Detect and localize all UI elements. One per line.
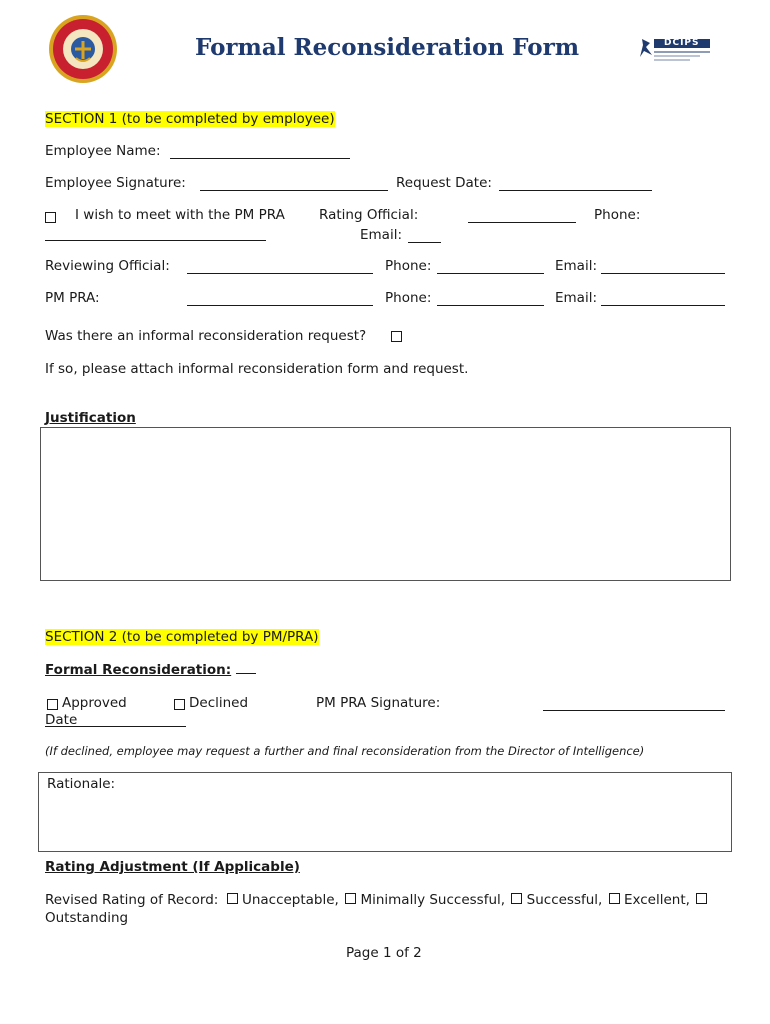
pm-pra-field[interactable] (187, 293, 373, 306)
section1-heading: SECTION 1 (to be completed by employee) (45, 111, 335, 127)
pm-pra-email-label: Email: (555, 290, 598, 306)
rating-adjustment-heading: Rating Adjustment (If Applicable) (45, 859, 300, 875)
declined-checkbox[interactable] (174, 699, 185, 710)
reviewing-official-label: Reviewing Official: (45, 258, 170, 274)
marine-corps-seal (48, 14, 118, 84)
reviewing-official-email-label: Email: (555, 258, 598, 274)
rating-official-label: Rating Official: (319, 207, 419, 223)
rationale-textbox[interactable] (38, 772, 732, 852)
request-date-field[interactable] (499, 178, 652, 191)
declined-note: (If declined, employee may request a further and final reconsideration from the Director of Intelligence) (45, 744, 645, 758)
revised-rating-row (45, 892, 707, 908)
excellent-checkbox[interactable] (609, 893, 620, 904)
pm-pra-label: PM PRA: (45, 290, 100, 306)
employee-name-field[interactable] (170, 146, 350, 159)
outstanding-label: Outstanding (45, 910, 129, 926)
dcips-logo (640, 33, 712, 65)
rating-official-phone-label: Phone: (594, 207, 641, 223)
meet-pm-pra-checkbox[interactable] (45, 212, 56, 223)
page-number: Page 1 of 2 (346, 945, 422, 961)
reviewing-official-field[interactable] (187, 261, 373, 274)
date-field[interactable] (45, 714, 186, 727)
outstanding-checkbox[interactable] (696, 893, 707, 904)
revised-rating-label: Revised Rating of Record: (45, 892, 219, 908)
unacceptable-checkbox[interactable] (227, 893, 238, 904)
request-date-label: Request Date: (396, 175, 492, 191)
reviewing-official-phone-label: Phone: (385, 258, 432, 274)
successful-label: Successful, (526, 892, 603, 908)
rating-official-field[interactable] (468, 210, 576, 223)
formal-reconsideration-text: Formal Reconsideration: (45, 662, 232, 678)
dcips-logo-text: DCIPS (664, 38, 700, 48)
approved-label: Approved (62, 695, 127, 711)
meet-pm-pra-label: I wish to meet with the PM PRA (75, 207, 285, 223)
section2-heading: SECTION 2 (to be completed by PM/PRA) (45, 629, 319, 645)
rating-official-email-field[interactable] (408, 230, 441, 243)
employee-signature-label: Employee Signature: (45, 175, 186, 191)
excellent-label: Excellent, (623, 892, 690, 908)
employee-name-label: Employee Name: (45, 143, 161, 159)
justification-label: Justification (45, 410, 136, 426)
reviewing-official-email-field[interactable] (601, 261, 725, 274)
approved-checkbox[interactable] (47, 699, 58, 710)
pm-pra-signature-label: PM PRA Signature: (316, 695, 441, 711)
pm-pra-phone-field[interactable] (437, 293, 544, 306)
pm-pra-signature-field[interactable] (543, 698, 725, 711)
formal-reconsideration-line (236, 661, 256, 674)
unacceptable-label: Unacceptable, (241, 892, 339, 908)
minimally-successful-checkbox[interactable] (345, 893, 356, 904)
informal-request-checkbox[interactable] (391, 331, 402, 342)
successful-checkbox[interactable] (511, 893, 522, 904)
justification-textbox[interactable] (40, 427, 731, 581)
employee-signature-field[interactable] (200, 178, 388, 191)
rating-official-email-label: Email: (360, 227, 403, 243)
date-label: Date (45, 712, 78, 728)
page-title: Formal Reconsideration Form (195, 34, 580, 61)
minimally-successful-label: Minimally Successful, (360, 892, 506, 908)
pm-pra-email-field[interactable] (601, 293, 725, 306)
informal-request-question: Was there an informal reconsideration request? (45, 328, 367, 344)
declined-label: Declined (189, 695, 249, 711)
rationale-label: Rationale: (47, 776, 116, 792)
rating-official-phone-field[interactable] (45, 228, 266, 241)
reviewing-official-phone-field[interactable] (437, 261, 544, 274)
informal-request-note: If so, please attach informal reconsideration form and request. (45, 361, 469, 377)
formal-reconsideration-label (45, 661, 256, 678)
pm-pra-phone-label: Phone: (385, 290, 432, 306)
